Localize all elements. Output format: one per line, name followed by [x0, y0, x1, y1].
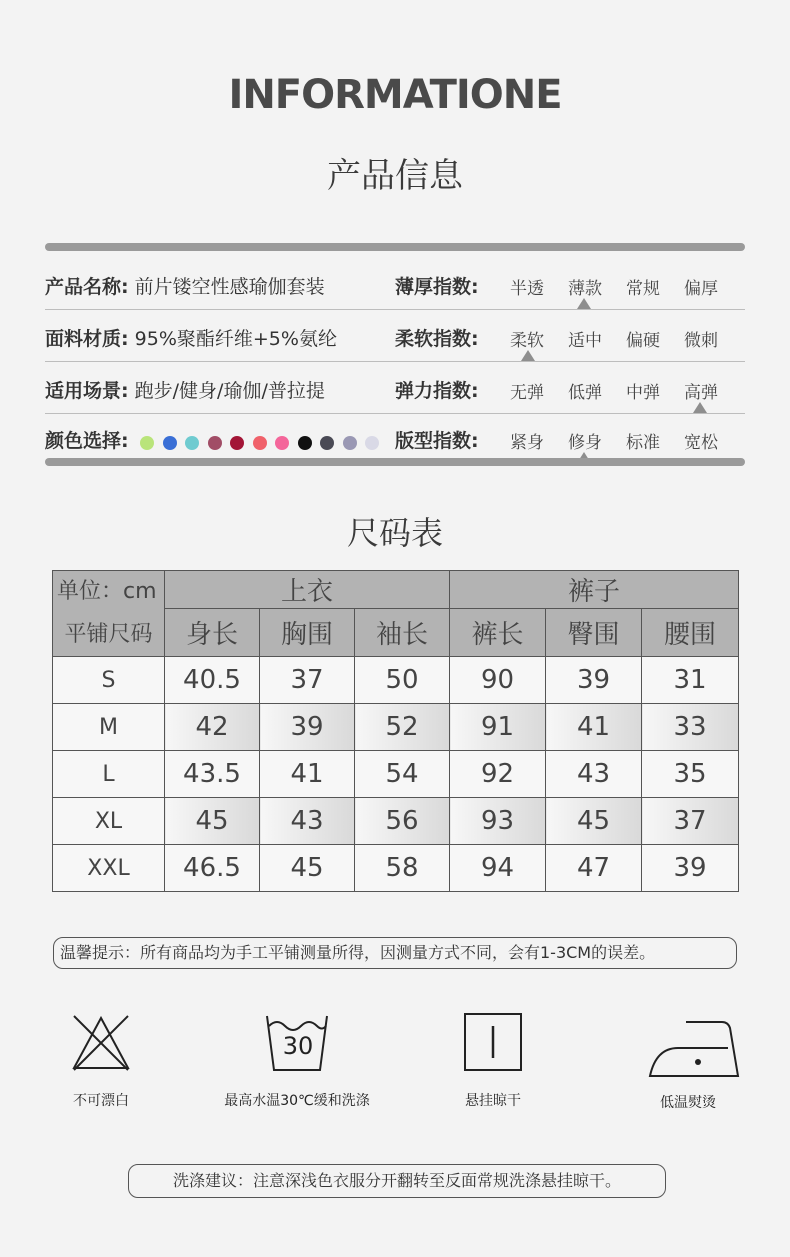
table-row	[53, 657, 739, 704]
table-cell: 39	[546, 657, 642, 704]
softness-index-label: 柔软指数:	[395, 328, 479, 350]
fit-index-label: 版型指数:	[395, 430, 479, 452]
color-swatch	[298, 436, 312, 450]
scene-label: 适用场景:	[45, 380, 129, 402]
flat-size-label: 平铺尺码	[53, 609, 165, 657]
size-label: S	[53, 657, 165, 704]
thickness-selected-marker	[577, 298, 591, 309]
elasticity-index-label: 弹力指数:	[395, 380, 479, 402]
product-name-value: 前片镂空性感瑜伽套装	[134, 276, 325, 298]
table-cell: 45	[165, 798, 260, 845]
elasticity-option: 低弹	[568, 383, 602, 403]
table-cell: 91	[450, 704, 546, 751]
size-label: XL	[53, 798, 165, 845]
group-pants-header: 裤子	[450, 571, 739, 609]
table-cell: 33	[642, 704, 739, 751]
fit-option: 标准	[626, 433, 660, 453]
table-cell: 47	[546, 845, 642, 892]
table-cell: 39	[642, 845, 739, 892]
table-cell: 40.5	[165, 657, 260, 704]
color-swatch	[230, 436, 244, 450]
thickness-index-label: 薄厚指数:	[395, 276, 479, 298]
material	[45, 324, 337, 351]
table-row	[53, 704, 739, 751]
size-chart-title: 尺码表	[346, 514, 443, 552]
table-cell: 31	[642, 657, 739, 704]
table-cell: 43	[546, 751, 642, 798]
row-separator	[45, 361, 745, 362]
size-label: L	[53, 751, 165, 798]
elasticity-option: 中弹	[626, 383, 660, 403]
product-name-label: 产品名称:	[45, 276, 129, 298]
group-top-header: 上衣	[165, 571, 450, 609]
title-chinese: 产品信息	[327, 156, 463, 196]
row-separator	[45, 309, 745, 310]
hang-dry-label: 悬挂晾干	[465, 1093, 521, 1109]
info-row-3	[45, 364, 745, 414]
wash-temp-number: 30	[282, 1032, 314, 1060]
table-cell: 54	[355, 751, 450, 798]
thickness-option: 薄款	[568, 279, 602, 299]
table-cell: 46.5	[165, 845, 260, 892]
low-iron-icon	[648, 1018, 740, 1084]
scene-value: 跑步/健身/瑜伽/普拉提	[134, 380, 325, 402]
softness-option: 偏硬	[626, 331, 660, 351]
color-swatch	[140, 436, 154, 450]
column-header: 裤长	[450, 609, 546, 657]
color-swatch	[343, 436, 357, 450]
size-label: XXL	[53, 845, 165, 892]
table-cell: 90	[450, 657, 546, 704]
wash-30-icon	[264, 1012, 330, 1078]
table-cell: 58	[355, 845, 450, 892]
color-label: 颜色选择:	[45, 430, 129, 452]
table-cell: 52	[355, 704, 450, 751]
scene	[45, 376, 325, 403]
info-row-2	[45, 312, 745, 362]
no-bleach-icon	[70, 1012, 132, 1078]
table-cell: 35	[642, 751, 739, 798]
elasticity-option: 高弹	[684, 383, 718, 403]
table-row	[53, 845, 739, 892]
thickness-option: 常规	[626, 279, 660, 299]
bottom-divider-bar	[45, 458, 745, 466]
color-swatch	[185, 436, 199, 450]
table-cell: 94	[450, 845, 546, 892]
top-divider-bar	[45, 243, 745, 251]
table-cell: 43.5	[165, 751, 260, 798]
table-cell: 45	[260, 845, 355, 892]
table-cell: 92	[450, 751, 546, 798]
title-english: INFORMATIONE	[228, 72, 562, 118]
column-header: 袖长	[355, 609, 450, 657]
wash-label: 最高水温30℃缓和洗涤	[224, 1093, 370, 1109]
material-value: 95%聚酯纤维+5%氨纶	[134, 328, 337, 350]
column-header: 腰围	[642, 609, 739, 657]
color-swatch	[163, 436, 177, 450]
softness-option: 微刺	[684, 331, 718, 351]
softness-option: 柔软	[510, 331, 544, 351]
table-cell: 39	[260, 704, 355, 751]
elasticity-selected-marker	[693, 402, 707, 413]
color-swatch	[275, 436, 289, 450]
unit-label: 单位：cm	[53, 571, 165, 609]
table-cell: 41	[546, 704, 642, 751]
table-cell: 93	[450, 798, 546, 845]
column-header: 身长	[165, 609, 260, 657]
table-cell: 42	[165, 704, 260, 751]
table-cell: 41	[260, 751, 355, 798]
softness-option: 适中	[568, 331, 602, 351]
low-iron-label: 低温熨烫	[660, 1095, 716, 1111]
column-header: 臀围	[546, 609, 642, 657]
wash-advice: 洗涤建议：注意深浅色衣服分开翻转至反面常规洗涤悬挂晾干。	[128, 1164, 666, 1198]
info-row-4	[45, 414, 745, 464]
thickness-option: 半透	[510, 279, 544, 299]
table-cell: 56	[355, 798, 450, 845]
table-cell: 37	[642, 798, 739, 845]
table-cell: 43	[260, 798, 355, 845]
size-label: M	[53, 704, 165, 751]
softness-selected-marker	[521, 350, 535, 361]
color-swatch	[320, 436, 334, 450]
no-bleach-label: 不可漂白	[73, 1093, 129, 1109]
hang-dry-icon	[463, 1012, 523, 1076]
fit-option: 紧身	[510, 433, 544, 453]
color-swatch	[208, 436, 222, 450]
elasticity-option: 无弹	[510, 383, 544, 403]
table-cell: 37	[260, 657, 355, 704]
measurement-tip: 温馨提示：所有商品均为手工平铺测量所得，因测量方式不同，会有1-3CM的误差。	[53, 937, 737, 969]
info-row-1	[45, 260, 745, 310]
fit-option: 修身	[568, 433, 602, 453]
table-row	[53, 798, 739, 845]
size-table	[52, 570, 739, 892]
table-row	[53, 751, 739, 798]
color-swatch	[365, 436, 379, 450]
fit-option: 宽松	[684, 433, 718, 453]
material-label: 面料材质:	[45, 328, 129, 350]
table-cell: 45	[546, 798, 642, 845]
product-name	[45, 272, 325, 299]
table-cell: 50	[355, 657, 450, 704]
column-header: 胸围	[260, 609, 355, 657]
thickness-option: 偏厚	[684, 279, 718, 299]
color-swatch	[253, 436, 267, 450]
color-choice	[45, 426, 129, 453]
